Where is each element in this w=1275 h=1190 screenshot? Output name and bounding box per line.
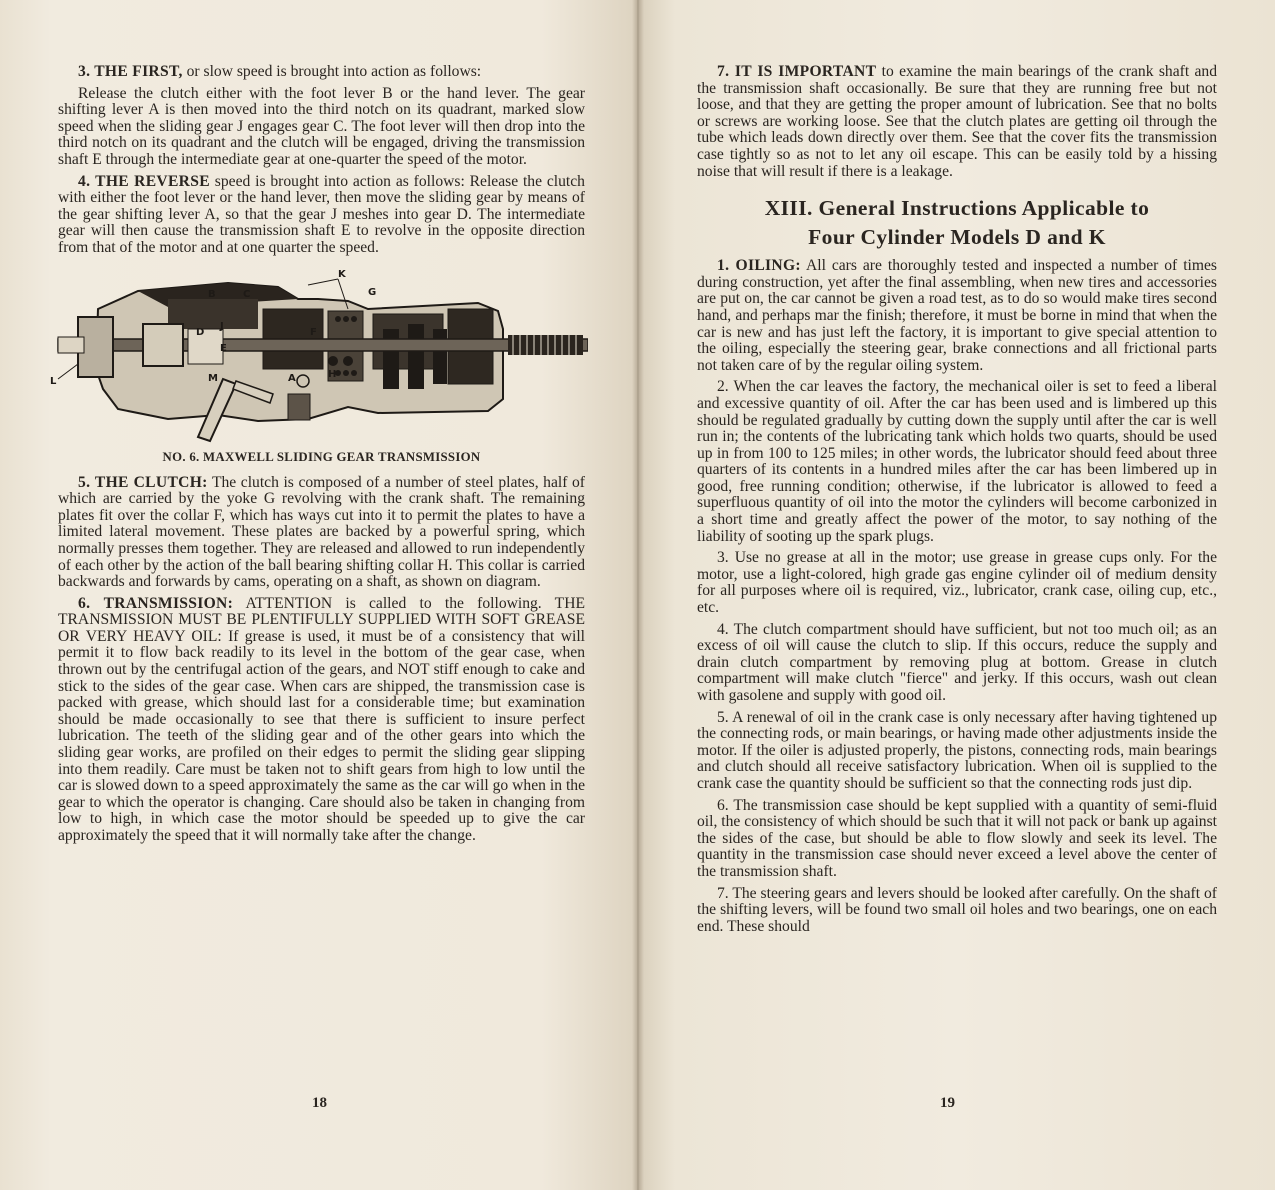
section-heading-line-1: XIII. General Instructions Applicable to	[764, 196, 1150, 221]
diagram-label-h: H	[328, 368, 337, 380]
diagram-label-j: J	[220, 320, 224, 332]
paragraph-7-lead: 7. IT IS IMPORTANT	[717, 63, 877, 80]
section-paragraph-2: 2. When the car leaves the factory, the mechanical oiler is set to feed a liberal and excessive quantity of oil. After the car has been used and is limbered up this should be regulated gradually by cutting down the supply until after the car is well run in; the contents of the lubricating tank which holds two quarts, should be used up in from 100 to 125 miles; in other words, the lubricator should feed about three quarters of its contents in a hundred miles after the car has been limbered up in good, free running condition; otherwise, if the lubricator is allowed to feed a superfluous quantity of oil into the motor the cylinders will become carbonized in a short time and greatly affect the power of the motor, to say nothing of the liability of sooting up the spark plugs.	[697, 378, 1217, 545]
paragraph-6	[58, 596, 585, 845]
page-number-right: 19	[940, 1095, 955, 1111]
diagram-label-b: B	[208, 288, 216, 300]
paragraph-4	[58, 174, 585, 257]
paragraph-5-rest: The clutch is composed of a number of steel plates, half of which are carried by the yoke G revolving with the crank shaft. The remaining plates fit over the collar F, which has ways cut into it to permit the plates to have a limited lateral movement. These plates are backed by a powerful spring, which normally presses them together. They are released and allowed to run independently of each other by the action of the ball bearing shifting collar H. This collar is carried backwards and forwards by cams, operating on a shaft, as shown on diagram.	[58, 473, 586, 591]
paragraph-3-lead: 3. THE FIRST,	[78, 63, 183, 80]
diagram-label-l: L	[50, 375, 57, 387]
section-paragraph-4: 4. The clutch compartment should have sufficient, but not too much oil; as an excess of oil will cause the clutch to slip. If this occurs, reduce the supply and drain clutch compartment by removing plug at bottom. Grease in clutch compartment will make clutch "fierce" and jerky. If this occurs, wash out clean with gasolene and supply with good oil.	[697, 620, 1217, 704]
section-paragraph-1	[697, 258, 1217, 374]
diagram-label-e: E	[220, 342, 227, 354]
diagram-label-d: D	[196, 326, 205, 338]
paragraph-6-lead: 6. TRANSMISSION:	[78, 594, 234, 612]
diagram-label-a: A	[288, 372, 296, 384]
transmission-drawing	[48, 269, 588, 444]
left-page	[0, 0, 637, 1190]
diagram-label-g: G	[368, 286, 377, 298]
section-heading	[697, 194, 1217, 252]
paragraph-7-rest: to examine the main bearings of the crank shaft and the transmission shaft occasionally. Be sure that they are running free but not loose, and that they are getting the proper amount of lubrication. See that no bolts or screws are working loose. See that the clutch plates are getting oil through the tube which leads down directly over them. See that the cover fits the transmission case tightly so as not to let any oil escape. This can be easily told by a hissing noise that will result if there is a leakage.	[697, 63, 1217, 180]
figure-caption: NO. 6. MAXWELL SLIDING GEAR TRANSMISSION	[162, 449, 481, 464]
diagram-label-m: M	[208, 372, 218, 384]
paragraph-3-rest: or slow speed is brought into action as follows:	[182, 63, 482, 80]
section-heading-line-2: Four Cylinder Models D and K	[808, 225, 1106, 250]
diagram-label-c-top: C	[243, 288, 251, 300]
page-number-left: 18	[312, 1095, 327, 1111]
transmission-diagram	[48, 269, 588, 444]
paragraph-3-intro	[58, 64, 585, 81]
paragraph-5-lead: 5. THE CLUTCH:	[78, 473, 208, 491]
paragraph-4-lead: 4. THE REVERSE	[78, 172, 210, 190]
section-paragraph-3: 3. Use no grease at all in the motor; use grease in grease cups only. For the motor, use a light-colored, high grade gas engine cylinder oil of medium density for all purposes where oil is required, viz., lubricator, crank case, oiling cup, etc., etc.	[697, 549, 1217, 617]
section-paragraph-6: 6. The transmission case should be kept supplied with a quantity of semi-fluid oil, the consistency of which should be such that it will not pack or bank up against the sides of the case, but should be able to flow slowly and seek its level. The quantity in the transmission case should never exceed a level above the center of the transmission shaft.	[697, 796, 1217, 880]
section-paragraph-5: 5. A renewal of oil in the crank case is only necessary after having tightened up the connecting rods, or main bearings, or having made other adjustments inside the motor. If the oiler is adjusted properly, the pistons, connecting rods, main bearings and clutch should all receive satisfactory lubrication. When oil is supplied to the crank case the quantity should be sufficient so that the connecting rods just dip.	[697, 708, 1217, 792]
section-paragraph-1-rest: All cars are thoroughly tested and inspected a number of times during construction, yet after the final assembling, when new tires and accessories are put on, the car cannot be given a road test, as to do so would make tires second hand, and perhaps mar the finish; therefore, it must be borne in mind that when the car is new and has just left the factory, it is important to give special attention to the oiling, especially the steering gear, brake connections and all frictional parts not taken care of by the regular oiling system.	[697, 257, 1217, 374]
book-gutter	[632, 0, 644, 1190]
right-page	[637, 0, 1275, 1190]
paragraph-4-rest: speed is brought into action as follows: Release the clutch with either the foot lever or the hand lever, then move the sliding gear by means of the gear shifting lever A, so that the gear J meshes into gear D. The intermediate gear will then cause the transmission shaft E to revolve in the opposite direction from that of the motor and at one quarter the speed.	[58, 172, 585, 256]
paragraph-6-rest: ATTENTION is called to the following. THE TRANSMISSION MUST BE PLENTIFULLY SUPPLIED WITH SOFT GREASE OR VERY HEAVY OIL: If grease is used, it must be of a consistency that will permit it to flow back readily to its level in the bottom of the gear case, when thrown out by the centrifugal action of the gears, and NOT stiff enough to cake and stick to the sides of the gear case. When cars are shipped, the transmission case is packed with grease, which should last for a considerable time; but examination should be made occasionally to see that there is sufficient to insure perfect lubrication. The teeth of the sliding gear and of the other gears into which the sliding gear works, are profiled on their edges to permit the sliding gear slipping into them readily. Care must be taken not to shift gears from high to low until the car is slowed down to a speed approximately the same as the car will go when in the gear to which the operator is changing. Care should also be taken in changing from low to high, in which case the motor should be speeded up to give the car approximately the speed that it will normally take after the change.	[58, 594, 585, 844]
diagram-label-k: K	[338, 268, 346, 280]
paragraph-7	[697, 64, 1217, 180]
diagram-label-f: F	[310, 326, 317, 338]
section-paragraph-1-lead: 1. OILING:	[717, 257, 801, 275]
paragraph-5	[58, 475, 585, 591]
paragraph-3-body: Release the clutch either with the foot lever B or the hand lever. The gear shifting lever A is then moved into the third notch on its quadrant, marked slow speed when the sliding gear J engages gear C. The foot lever will then drop into the third notch on its quadrant and the clutch will be engaged, driving the transmission shaft E through the intermediate gear at one-quarter the speed of the motor.	[58, 84, 585, 168]
section-paragraph-7: 7. The steering gears and levers should be looked after carefully. On the shaft of the shifting levers, will be found two small oil holes and two bearings, one on each end. These should	[697, 884, 1217, 935]
